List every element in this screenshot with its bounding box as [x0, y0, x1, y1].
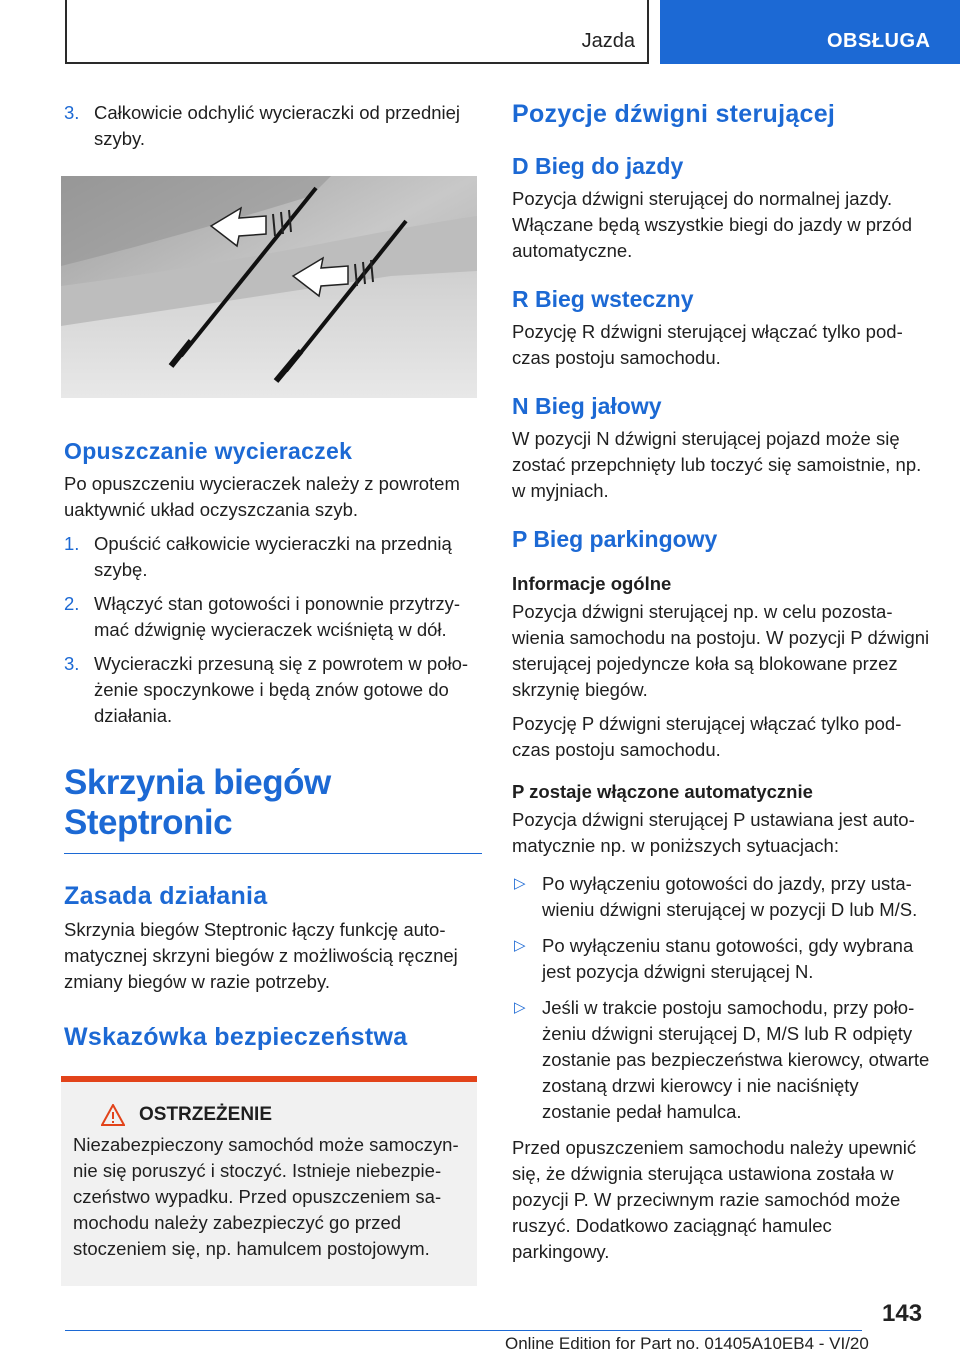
principle-title: Zasada działania: [64, 882, 268, 910]
bullet-triangle-icon: ▷: [514, 875, 526, 892]
general-text-2: Pozycję P dźwigni sterującej włączać tylko podczas postoju samochodu.: [512, 713, 902, 760]
section-title: Jazda: [581, 30, 635, 52]
lowering-title: Opuszczanie wycieraczek: [64, 438, 353, 464]
chapter-divider: [64, 853, 482, 854]
r-gear-text: Pozycję R dźwigni sterującej włączać tylko podczas postoju samochodu.: [512, 321, 903, 368]
footer-divider: [65, 1330, 862, 1331]
step-number: 1.: [64, 533, 80, 554]
step-number: 3.: [64, 102, 80, 123]
positions-title: Pozycje dźwigni sterującej: [512, 100, 836, 128]
bullet-triangle-icon: ▷: [514, 937, 526, 954]
tab-label: OBSŁUGA: [827, 30, 931, 52]
step-item: [64, 100, 482, 152]
wiper-photo: [61, 176, 477, 398]
list-item: [512, 995, 930, 1125]
header-box: [65, 0, 649, 64]
safety-title: Wskazówka bezpieczeństwa: [64, 1023, 408, 1051]
step-text: Włączyć stan gotowości i ponownie przytrzymać dźwignię wycieraczek wciśniętą w dół.: [94, 593, 461, 640]
auto-subtitle: P zostaje włączone automatycznie: [512, 781, 813, 802]
auto-text: Pozycja dźwigni sterującej P ustawiana jest automatycznie np. w poniższych sytuacjach:: [512, 809, 915, 856]
step-text: Całkowicie odchylić wycieraczki od przedniej szyby.: [94, 102, 461, 149]
list-item: [512, 933, 930, 985]
right-column: [512, 100, 930, 1273]
r-gear-title: R Bieg wsteczny: [512, 286, 694, 312]
step-number: 3.: [64, 653, 80, 674]
edition-note: Online Edition for Part no. 01405A10EB4 - VI/20: [505, 1334, 869, 1353]
list-item-text: Po wyłączeniu stanu gotowości, gdy wybrana jest pozycja dźwigni sterującej N.: [542, 935, 914, 982]
step-text: Wycieraczki przesuną się z powrotem w położenie spoczynkowe i będą znów gotowe do działania.: [94, 653, 469, 726]
left-column: [64, 100, 482, 1286]
list-item: [512, 871, 930, 923]
step-item: [64, 531, 482, 583]
lowering-intro: Po opuszczeniu wycieraczek należy z powrotem uaktywnić układ oczyszczania szyb.: [64, 473, 460, 520]
chapter-title: Skrzynia biegów Steptronic: [64, 763, 331, 842]
d-gear-text: Pozycja dźwigni sterującej do normalnej jazdy. Włączane będą wszystkie biegi do jazdy w przód automatyczne.: [512, 188, 912, 261]
principle-text: Skrzynia biegów Steptronic łączy funkcję automatycznej skrzyni biegów z możliwością ręcznej zmiany biegów w razie potrzeby.: [64, 919, 458, 992]
list-item-text: Jeśli w trakcie postoju samochodu, przy położeniu dźwigni sterującej D, M/S lub R odpięty zostanie pas bezpieczeństwa kierowcy, otwarte zostaną drzwi kierowcy i nie naciśnięty zostanie pedał hamulca.: [542, 997, 930, 1122]
warning-header: [101, 1104, 465, 1126]
d-gear-title: D Bieg do jazdy: [512, 153, 684, 179]
step-number: 2.: [64, 593, 80, 614]
p-gear-title: P Bieg parkingowy: [512, 526, 718, 552]
n-gear-text: W pozycji N dźwigni sterującej pojazd może się zostać przepchnięty lub toczyć się samoistnie, np. w myjniach.: [512, 428, 922, 501]
warning-text: Niezabezpieczony samochód może samoczynnie się poruszyć i stoczyć. Istnieje niebezpieczeństwo wypadku. Przed opuszczeniem samochodu należy zabezpieczyć go przed stoczeniem się, np. hamulcem postojowym.: [73, 1134, 459, 1259]
step-text: Opuścić całkowicie wycieraczki na przednią szybę.: [94, 533, 452, 580]
tab-obsluga[interactable]: [660, 0, 960, 64]
warning-label: OSTRZEŻENIE: [139, 1104, 273, 1125]
step-item: [64, 591, 482, 643]
list-item-text: Po wyłączeniu gotowości do jazdy, przy ustawieniu dźwigni sterującej w pozycji D lub M/S.: [542, 873, 918, 920]
closing-text: Przed opuszczeniem samochodu należy upewnić się, że dźwignia sterująca ustawiona została w pozycji P. W przeciwnym razie samochód może ruszyć. Dodatkowo zaciągnąć hamulec parkingowy.: [512, 1137, 917, 1262]
page-number: 143: [882, 1300, 923, 1327]
general-text: Pozycja dźwigni sterującej np. w celu pozostawienia samochodu na postoju. W pozycji P dźwigni sterującej pojedyncze koła są blokowane przez skrzynię biegów.: [512, 601, 930, 700]
general-subtitle: Informacje ogólne: [512, 573, 672, 594]
warning-triangle-icon: [101, 1104, 125, 1126]
bullet-triangle-icon: ▷: [514, 999, 526, 1016]
step-item: [64, 651, 482, 729]
warning-box: [61, 1076, 477, 1286]
n-gear-title: N Bieg jałowy: [512, 393, 662, 419]
